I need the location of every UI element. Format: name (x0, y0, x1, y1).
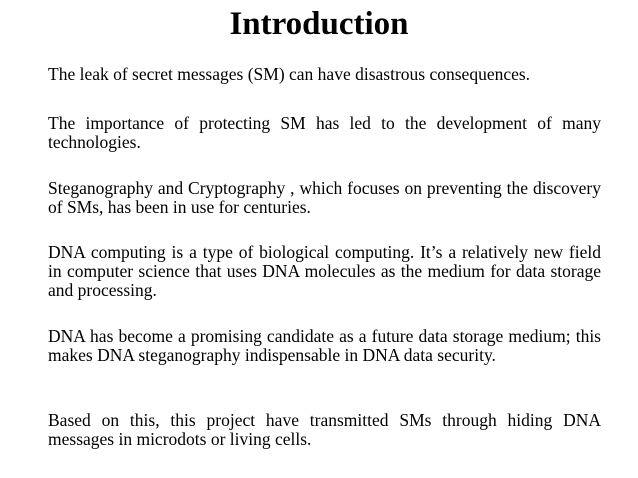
paragraph-protecting-sm: The importance of protecting SM has led to the development of many technologies. (48, 113, 601, 152)
slide-title: Introduction (229, 6, 409, 42)
paragraph-secret-messages-leak: The leak of secret messages (SM) can have disastrous consequences. (48, 64, 531, 84)
paragraph-project-summary: Based on this, this project have transmitted SMs through hiding DNA messages in microdots or living cells. (48, 410, 601, 449)
paragraph-dna-storage-medium: DNA has become a promising candidate as a future data storage medium; this makes DNA steganography indispensable in DNA data security. (48, 326, 601, 365)
paragraph-dna-computing: DNA computing is a type of biological computing. It’s a relatively new field in computer science that uses DNA molecules as the medium for data storage and processing. (48, 242, 601, 300)
paragraph-steganography-cryptography: Steganography and Cryptography , which focuses on preventing the discovery of SMs, has been in use for centuries. (48, 178, 601, 217)
